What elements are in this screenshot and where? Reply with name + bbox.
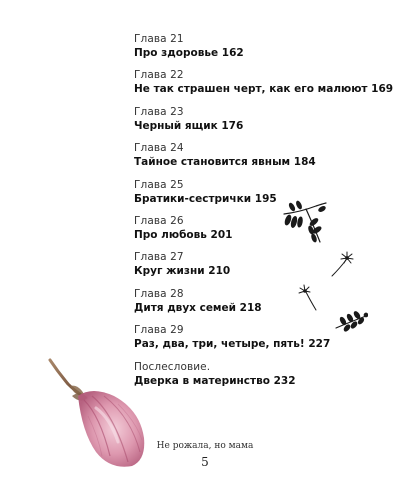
leafy-twig-icon xyxy=(334,308,368,332)
chapter-label: Глава 23 xyxy=(134,105,184,118)
toc-entry[interactable] xyxy=(134,141,394,177)
toc-entry[interactable] xyxy=(134,178,394,214)
chapter-title: Дверка в материнство 232 xyxy=(134,374,296,387)
toc-entry[interactable] xyxy=(134,214,394,250)
fern-sprig-icon xyxy=(276,200,332,250)
chapter-label: Глава 28 xyxy=(134,287,184,300)
chapter-title: Тайное становится явным 184 xyxy=(134,156,316,169)
chapter-title: Черный ящик 176 xyxy=(134,119,244,132)
toc-entry[interactable] xyxy=(134,105,394,141)
chapter-label: Глава 22 xyxy=(134,69,184,82)
chapter-title: Про здоровье 162 xyxy=(134,47,244,59)
chapter-label: Глава 26 xyxy=(134,214,184,227)
table-of-contents xyxy=(134,32,394,396)
chapter-title: Раз, два, три, четыре, пять! 227 xyxy=(134,338,331,351)
chapter-label: Глава 29 xyxy=(134,324,184,337)
chapter-title: Не так страшен черт, как его малюют 169 xyxy=(134,83,394,96)
chapter-label: Глава 25 xyxy=(134,178,184,191)
chapter-title: Братики-сестрички 195 xyxy=(134,192,277,205)
chapter-label: Глава 21 xyxy=(134,33,184,45)
dandelion-small-icon xyxy=(296,284,322,312)
chapter-title: Круг жизни 210 xyxy=(134,265,231,278)
chapter-label: Глава 27 xyxy=(134,251,184,264)
chapter-title: Дитя двух семей 218 xyxy=(134,301,262,314)
dandelion-icon xyxy=(328,250,356,278)
chapter-title: Про любовь 201 xyxy=(134,228,233,241)
chapter-label: Глава 24 xyxy=(134,142,184,155)
toc-entry[interactable] xyxy=(134,32,394,68)
page-number: 5 xyxy=(201,455,209,469)
toc-entry[interactable] xyxy=(134,68,394,104)
toc-entry[interactable] xyxy=(134,360,394,396)
chapter-label: Послесловие. xyxy=(134,360,211,373)
book-title: Не рожала, но мама xyxy=(156,441,254,451)
